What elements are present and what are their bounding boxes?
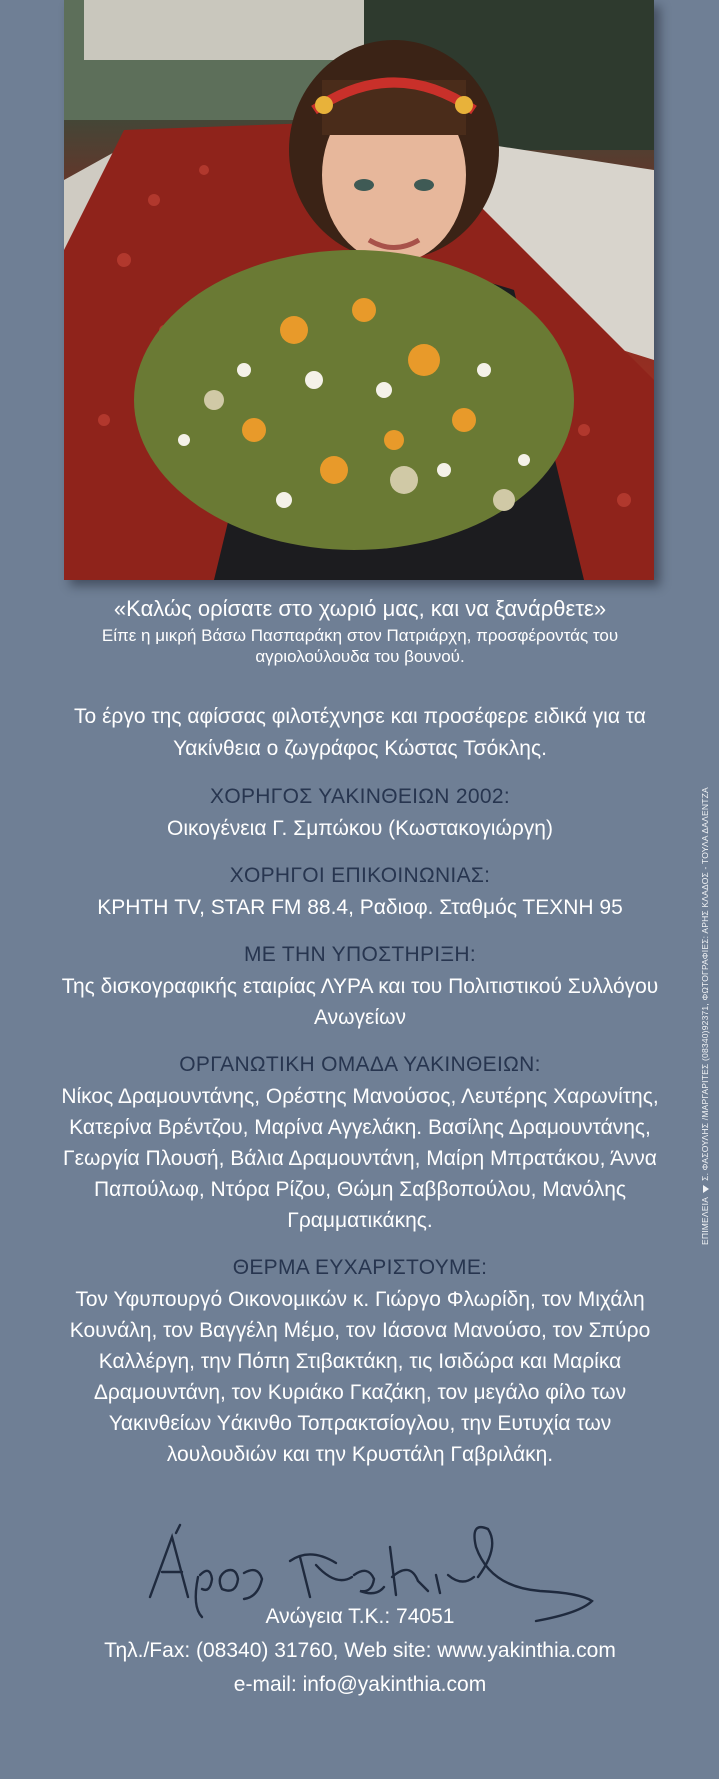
email: e-mail: info@yakinthia.com [233, 1673, 487, 1696]
media-sponsors-body: ΚΡΗΤΗ TV, STAR FM 88.4, Ραδιοφ. Σταθμός ΤΕΧΝΗ 95 [97, 896, 623, 919]
support-body: Της δισκογραφικής εταιρίας ΛΥΡΑ και του Πολιτιστικού Συλλόγου Ανωγείων [61, 975, 659, 1029]
credit-right: Σ. ΦΑΣΟΥΛΗΣ /ΜΑΡΓΑΡΙΤΕΣ (08340)92371, ΦΩΤΟΓΡΑΦΙΕΣ: ΑΡΗΣ ΚΛΑΔΟΣ - ΤΟΥΛΑ ΔΑΛΕΝΤΖΑ [700, 787, 710, 1181]
phone-web: Τηλ./Fax: (08340) 31760, Web site: www.yakinthia.com [104, 1639, 616, 1662]
organizing-team-body: Νίκος Δραμουντάνης, Ορέστης Μανούσος, Λευτέρης Χαρωνίτης, Κατερίνα Βρέντζου, Μαρίνα Αγγελάκη. Βασίλης Δραμουντάνης, Γεωργία Πλουσή, Βάλια Δραμουντάνη, Μαίρη Μπρατάκου, Άννα Παπούλωφ, Ντόρα Ρίζου, Θώμη Σαββοπούλου, Μανόλης Γραμματικάκης. [61, 1085, 659, 1232]
vertical-credit [700, 787, 710, 1245]
contact-footer [60, 1600, 660, 1702]
girl-with-flowers-photo [64, 0, 654, 580]
support-title: ΜΕ ΤΗΝ ΥΠΟΣΤΗΡΙΞΗ: [244, 943, 476, 966]
intro-text: Το έργο της αφίσσας φιλοτέχνησε και προσέφερε ειδικά για τα Υακίνθεια ο ζωγράφος Κώστας Τσόκλης. [74, 705, 646, 760]
triangle-icon [703, 1185, 709, 1193]
poster-text [60, 595, 660, 1470]
credit-left: ΕΠΙΜΕΛΕΙΑ [700, 1196, 710, 1245]
sponsor-body: Οικογένεια Γ. Σμπώκου (Κωστακογιώργη) [167, 817, 553, 840]
organizing-team-title: ΟΡΓΑΝΩΤΙΚΗ ΟΜΑΔΑ ΥΑΚΙΝΘΕΙΩΝ: [179, 1053, 541, 1076]
cover-photo [64, 0, 654, 580]
sponsor-title: ΧΟΡΗΓΟΣ ΥΑΚΙΝΘΕΙΩΝ 2002: [210, 785, 510, 808]
address: Ανώγεια Τ.Κ.: 74051 [265, 1605, 455, 1628]
quote: «Καλώς ορίσατε στο χωριό μας, και να ξανάρθετε» [113, 596, 607, 621]
thanks-title: ΘΕΡΜΑ ΕΥΧΑΡΙΣΤΟΥΜΕ: [232, 1256, 488, 1279]
media-sponsors-title: ΧΟΡΗΓΟΙ ΕΠΙΚΟΙΝΩΝΙΑΣ: [229, 864, 491, 887]
thanks-body: Τον Υφυπουργό Οικονομικών κ. Γιώργο Φλωρίδη, τον Μιχάλη Κουνάλη, τον Βαγγέλη Μέμο, τον Ιάσονα Μανούσο, τον Σπύρο Καλλέργη, την Πόπη Στιβακτάκη, τις Ισιδώρα και Μαρίκα Δραμουντάνη, τον Κυριάκο Γκαζάκη, τον μεγάλο φίλο των Υακινθείων Υάκινθο Τοπρακτσίογλου, την Ευτυχία των λουλουδιών και την Κρυστάλη Γαβριλάκη. [69, 1288, 651, 1466]
quote-attribution: Είπε η μικρή Βάσω Πασπαράκη στον Πατριάρχη, προσφέροντάς του αγριολούλουδα του βουνού. [101, 626, 619, 666]
